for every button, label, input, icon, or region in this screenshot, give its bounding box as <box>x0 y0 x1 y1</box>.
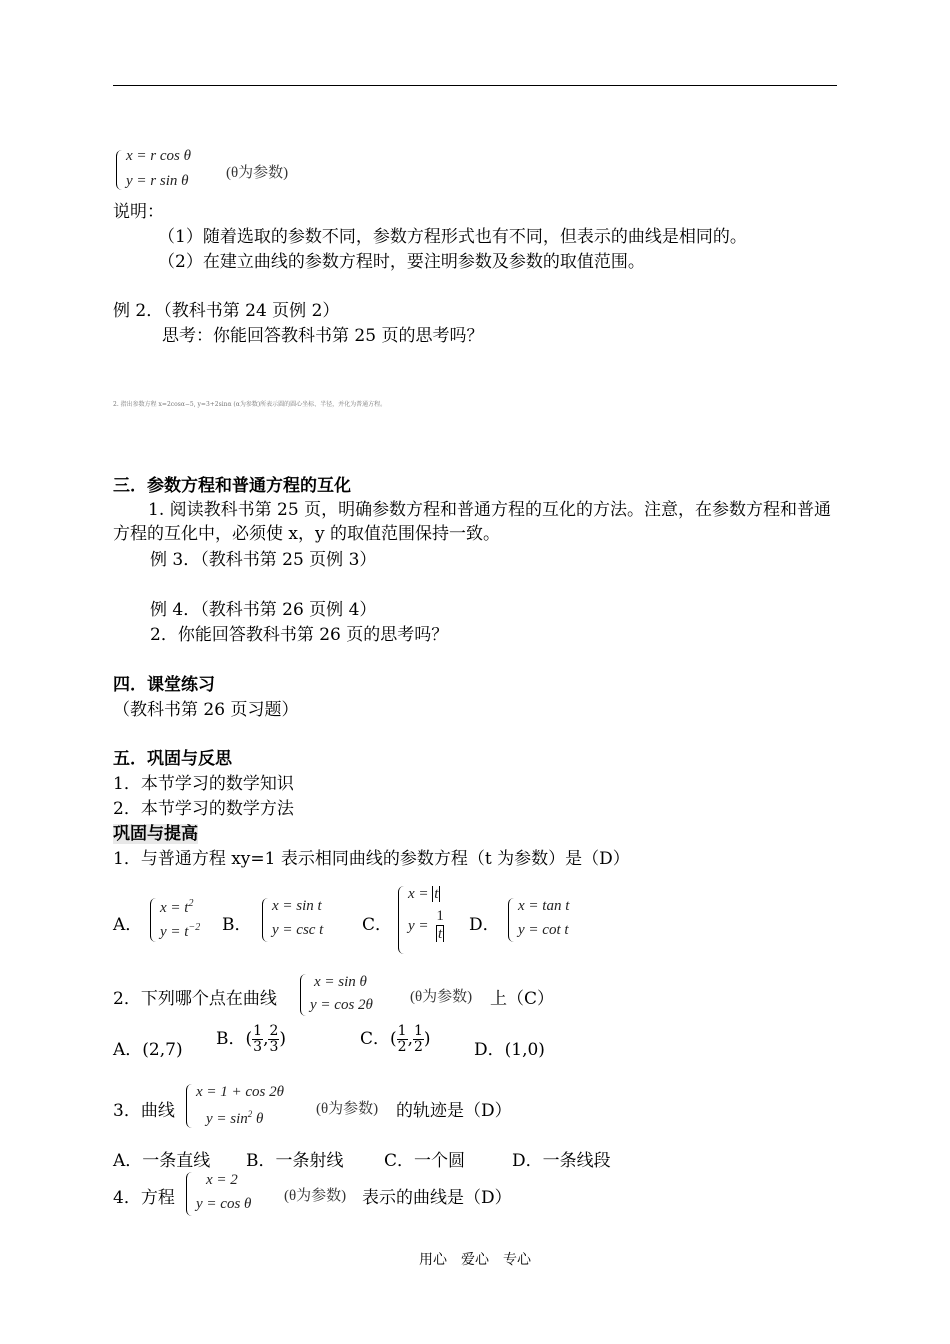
q4-stem-after: 表示的曲线是（D） <box>362 1188 512 1208</box>
section-3-paragraph: 1. 阅读教科书第 25 页，明确参数方程和普通方程的互化的方法。注意，在参数方程和普通方程的互化中，必须使 x，y 的取值范围保持一致。 <box>113 500 832 544</box>
q1-option-d-label: D． <box>469 915 500 935</box>
q1-d-eq1: x = tan t <box>518 898 570 914</box>
q3-param: (θ为参数) <box>316 1101 379 1117</box>
q1-c-abs-t: t <box>434 886 439 902</box>
q3-option-d: D．一条线段 <box>512 1151 611 1171</box>
section-3-heading: 三．参数方程和普通方程的互化 <box>113 476 351 496</box>
explain-item-1: （1）随着选取的参数不同，参数方程形式也有不同，但表示的曲线是相同的。 <box>158 227 747 247</box>
q1-a-exp2: −2 <box>188 922 201 933</box>
tiny-exercise-note: 2. 指出参数方程 x=2cosα−5, y=3+2sinα (α为参数)所表示圆的圆心坐标、半径，并化为普通方程。 <box>113 401 387 408</box>
q3-eq2: y = sin <box>206 1111 248 1127</box>
q1-b-eq1: x = sin t <box>272 898 322 914</box>
section-4-text: （教科书第 26 页习题） <box>113 700 299 720</box>
q2-option-a: A．(2,7) <box>113 1040 183 1060</box>
q4-stem-before: 4．方程 <box>113 1188 175 1208</box>
q1-c-numerator: 1 <box>436 908 444 924</box>
q1-c-eq2: y = <box>408 918 429 934</box>
q1-a-eq2: y = t <box>160 924 189 940</box>
q4-param: (θ为参数) <box>284 1188 347 1204</box>
q2-eq2: y = cos 2θ <box>310 997 373 1013</box>
q3-eq1: x = 1 + cos 2θ <box>196 1084 285 1100</box>
q3-eq2-exp: 2 <box>247 1109 253 1119</box>
q2-option-b: B．( $\frac{1}{3}$ , $\frac{2}{3}$ ) <box>216 1023 287 1055</box>
q3-option-b: B．一条射线 <box>246 1151 344 1171</box>
section-3-question-2: 2．你能回答教科书第 26 页的思考吗？ <box>150 625 449 645</box>
q2-c-den1: 2 <box>397 1039 407 1055</box>
q1-option-c-label: C． <box>362 915 393 935</box>
q2-c-num2: 1 <box>413 1023 423 1039</box>
q2-b-num1: 1 <box>253 1023 263 1039</box>
q3-stem-after: 的轨迹是（D） <box>396 1101 512 1121</box>
q2-b-den2: 3 <box>269 1039 279 1055</box>
q2-c-num1: 1 <box>397 1023 407 1039</box>
section-4-heading: 四．课堂练习 <box>113 675 215 695</box>
q4-eq1: x = 2 <box>206 1172 238 1188</box>
section-5-item-2: 2．本节学习的数学方法 <box>113 799 294 819</box>
q1-c-eq1: x = <box>408 886 429 902</box>
q1-b-eq2: y = csc t <box>272 922 324 938</box>
q2-b-den1: 3 <box>253 1039 263 1055</box>
q2-c-den2: 2 <box>413 1039 423 1055</box>
explain-label: 说明： <box>113 202 164 222</box>
section-5-item-1: 1．本节学习的数学知识 <box>113 774 294 794</box>
example-3: 例 3．（教科书第 25 页例 3） <box>150 550 377 570</box>
q2-option-c-label: C． <box>360 1029 391 1049</box>
q2-eq1: x = sin θ <box>314 974 367 990</box>
example-2-title: 例 2．（教科书第 24 页例 2） <box>113 301 340 321</box>
q1-a-exp1: 2 <box>188 898 194 909</box>
explain-item-2: （2）在建立曲线的参数方程时，要注明参数及参数的取值范围。 <box>158 252 645 272</box>
q2-b-num2: 2 <box>269 1023 279 1039</box>
page-footer: 用心 爱心 专心 <box>419 1252 531 1268</box>
equation-x: x = r cos θ <box>126 148 191 164</box>
q2-option-d: D．(1,0) <box>474 1040 545 1060</box>
q1-stem: 1．与普通方程 xy=1 表示相同曲线的参数方程（t 为参数）是（D） <box>113 849 630 869</box>
q4-eq2: y = cos θ <box>196 1196 252 1212</box>
q2-stem-before: 2．下列哪个点在曲线 <box>113 989 277 1009</box>
q3-eq2-end: θ <box>256 1111 264 1127</box>
q3-option-c: C．一个圆 <box>384 1151 466 1171</box>
q3-option-a: A．一条直线 <box>113 1151 211 1171</box>
q3-stem-before: 3．曲线 <box>113 1101 175 1121</box>
q2-stem-after: 上（C） <box>490 989 555 1009</box>
example-2-think: 思考：你能回答教科书第 25 页的思考吗？ <box>162 326 484 346</box>
param-note: (θ为参数) <box>226 165 289 181</box>
q2-option-b-label: B． <box>216 1029 246 1049</box>
header-rule <box>113 85 837 86</box>
example-4: 例 4．（教科书第 26 页例 4） <box>150 600 377 620</box>
q1-option-b-label: B． <box>222 915 252 935</box>
equation-y: y = r sin θ <box>126 173 189 189</box>
q1-c-denominator: t <box>438 926 443 942</box>
q1-a-eq1: x = t <box>160 900 189 916</box>
q1-option-a-label: A． <box>113 915 143 935</box>
improve-heading: 巩固与提高 <box>113 824 198 844</box>
section-5-heading: 五．巩固与反思 <box>113 749 232 769</box>
q2-option-c: C．( $\frac{1}{2}$ , $\frac{1}{2}$ ) <box>360 1023 431 1055</box>
q1-d-eq2: y = cot t <box>518 922 569 938</box>
q2-param: (θ为参数) <box>410 989 473 1005</box>
